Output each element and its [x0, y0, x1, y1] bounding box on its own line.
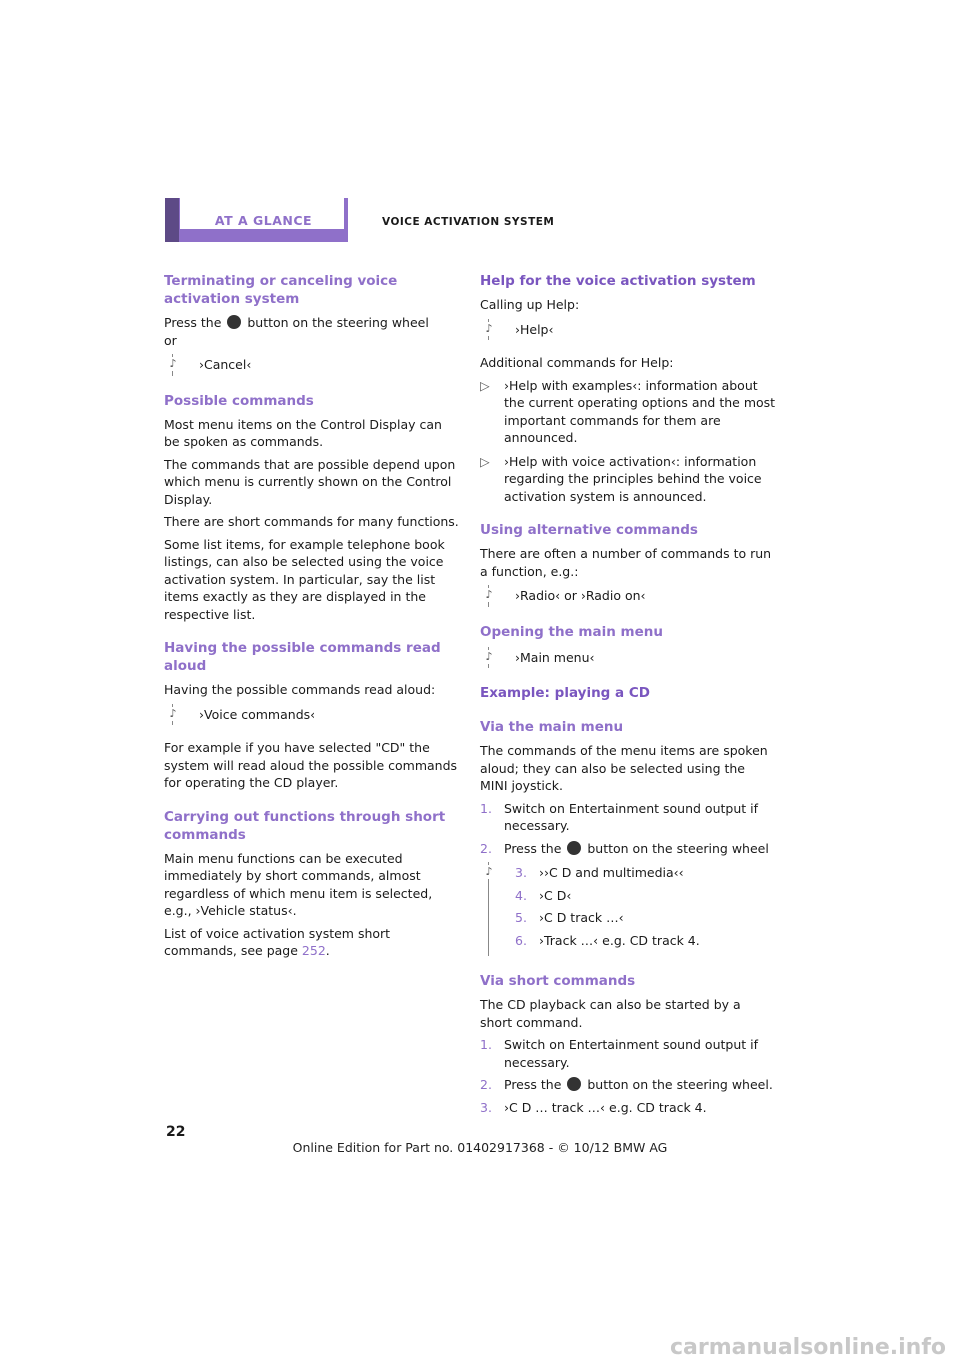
voice-command-block — [485, 585, 776, 607]
voice-command-block — [169, 354, 460, 376]
heading-help: Help for the voice activation system — [480, 273, 756, 289]
voice-button-icon — [567, 841, 581, 855]
paragraph: Additional commands for Help: — [480, 355, 674, 370]
voice-command: ›Main menu‹ — [515, 649, 595, 665]
step — [480, 1099, 776, 1117]
voice-command-icon: ♪ — [165, 707, 181, 721]
heading-example-cd: Example: playing a CD — [480, 685, 650, 701]
voice-button-icon — [227, 315, 241, 329]
voice-command: ›C D track …‹ — [539, 910, 624, 925]
step — [480, 1076, 776, 1094]
watermark: carmanualsonline.info — [670, 1334, 946, 1360]
heading-possible-commands: Possible commands — [164, 392, 314, 409]
text: Switch on Entertainment sound output if necessary. — [504, 800, 759, 833]
list-item — [480, 377, 776, 447]
voice-command: ›Radio‹ or ›Radio on‹ — [515, 588, 646, 603]
heading-alternative: Using alternative commands — [480, 522, 698, 538]
heading-terminating: Terminating or canceling voice activation system — [164, 273, 398, 307]
step-number: 5. — [515, 910, 527, 925]
text: Press the — [504, 1077, 562, 1092]
heading-main-menu: Opening the main menu — [480, 623, 663, 640]
text: ›Help with examples‹: information about the current operating options and the most important commands for them are announced. — [504, 377, 776, 445]
voice-command-block — [485, 862, 776, 956]
paragraph: Main menu functions can be executed immediately by short commands, almost regardless of which menu item is selected, e.g., ›Vehicle status‹. — [164, 850, 433, 918]
text: button on the steering wheel — [587, 840, 769, 856]
text: button on the steering wheel. — [587, 1077, 773, 1092]
voice-command-icon: ♪ — [481, 588, 497, 602]
paragraph — [164, 314, 460, 349]
heading-short-commands: Carrying out functions through short commands — [164, 808, 446, 843]
page-number: 22 — [166, 1124, 186, 1140]
step-number: 1. — [480, 1037, 492, 1052]
chapter-tab-label: AT A GLANCE — [214, 213, 313, 228]
paragraph: Calling up Help: — [480, 297, 580, 312]
voice-command-icon: ♪ — [481, 322, 497, 336]
step — [515, 932, 776, 950]
heading-via-short-commands: Via short commands — [480, 973, 636, 989]
heading-read-aloud: Having the possible commands read aloud — [164, 640, 441, 674]
paragraph: Some list items, for example telephone book listings, can also be selected using the voice activation system. In particular, say the list items exactly as they are displayed in the respective list. — [164, 536, 445, 622]
heading-via-main-menu: Via the main menu — [480, 719, 624, 735]
text: Press the — [164, 315, 222, 330]
step — [515, 909, 776, 927]
text: . — [325, 943, 330, 958]
step — [480, 1036, 776, 1071]
voice-command-block — [485, 319, 776, 341]
step-number: 3. — [480, 1099, 492, 1115]
voice-command: ›C D‹ — [539, 887, 572, 903]
bullet-arrow-icon: ▷ — [480, 453, 490, 469]
text: button on the steering wheel — [247, 315, 429, 330]
paragraph: The CD playback can also be started by a short command. — [480, 997, 741, 1030]
voice-command: ›Cancel‹ — [199, 357, 252, 372]
voice-button-icon — [567, 1077, 581, 1091]
text: or — [164, 332, 177, 348]
paragraph: Having the possible commands read aloud: — [164, 682, 436, 697]
step-number: 1. — [480, 800, 492, 816]
voice-command-icon: ♪ — [481, 650, 497, 664]
step-number: 6. — [515, 932, 527, 948]
text: List of voice activation system short commands, see page — [164, 925, 391, 958]
step-number: 2. — [480, 1077, 492, 1092]
text: Press the — [504, 840, 562, 856]
voice-command-block — [485, 647, 776, 669]
paragraph: For example if you have selected "CD" the system will read aloud the possible commands for operating the CD player. — [164, 740, 458, 790]
voice-command: ›Track …‹ e.g. CD track 4. — [539, 932, 700, 948]
left-column — [164, 272, 460, 965]
text: ›Help with voice activation‹: information regarding the principles behind the voice activation system is announced. — [504, 453, 762, 504]
voice-command-block — [169, 704, 460, 726]
list-item — [480, 453, 776, 506]
voice-command: ››C D and multimedia‹‹ — [539, 865, 684, 880]
page-link[interactable]: 252 — [301, 943, 326, 958]
paragraph: There are short commands for many functions. — [164, 514, 459, 529]
text: ›C D … track …‹ e.g. CD track 4. — [504, 1099, 707, 1115]
paragraph — [164, 925, 460, 960]
footer-edition: Online Edition for Part no. 01402917368 - © 10/12 BMW AG — [292, 1140, 668, 1155]
voice-command-icon: ♪ — [481, 865, 497, 879]
voice-command: ›Voice commands‹ — [199, 706, 316, 722]
paragraph: There are often a number of commands to run a function, e.g.: — [480, 546, 772, 579]
right-column — [480, 272, 776, 1121]
chapter-tab — [165, 198, 348, 242]
step-number: 2. — [480, 840, 492, 856]
step-number: 3. — [515, 865, 527, 880]
paragraph: The commands of the menu items are spoken aloud; they can also be selected using the MINI joystick. — [480, 743, 768, 793]
paragraph: Most menu items on the Control Display can be spoken as commands. — [164, 416, 442, 449]
voice-command: ›Help‹ — [515, 321, 554, 337]
step — [480, 800, 776, 835]
section-title: VOICE ACTIVATION SYSTEM — [382, 216, 555, 228]
step — [515, 864, 776, 882]
text: Switch on Entertainment sound output if necessary. — [504, 1037, 759, 1070]
bullet-arrow-icon: ▷ — [480, 377, 490, 393]
step — [515, 887, 776, 905]
step-number: 4. — [515, 887, 527, 903]
voice-command-icon: ♪ — [165, 357, 181, 371]
paragraph: The commands that are possible depend upon which menu is currently shown on the Control Display. — [164, 456, 456, 507]
step — [480, 840, 776, 858]
